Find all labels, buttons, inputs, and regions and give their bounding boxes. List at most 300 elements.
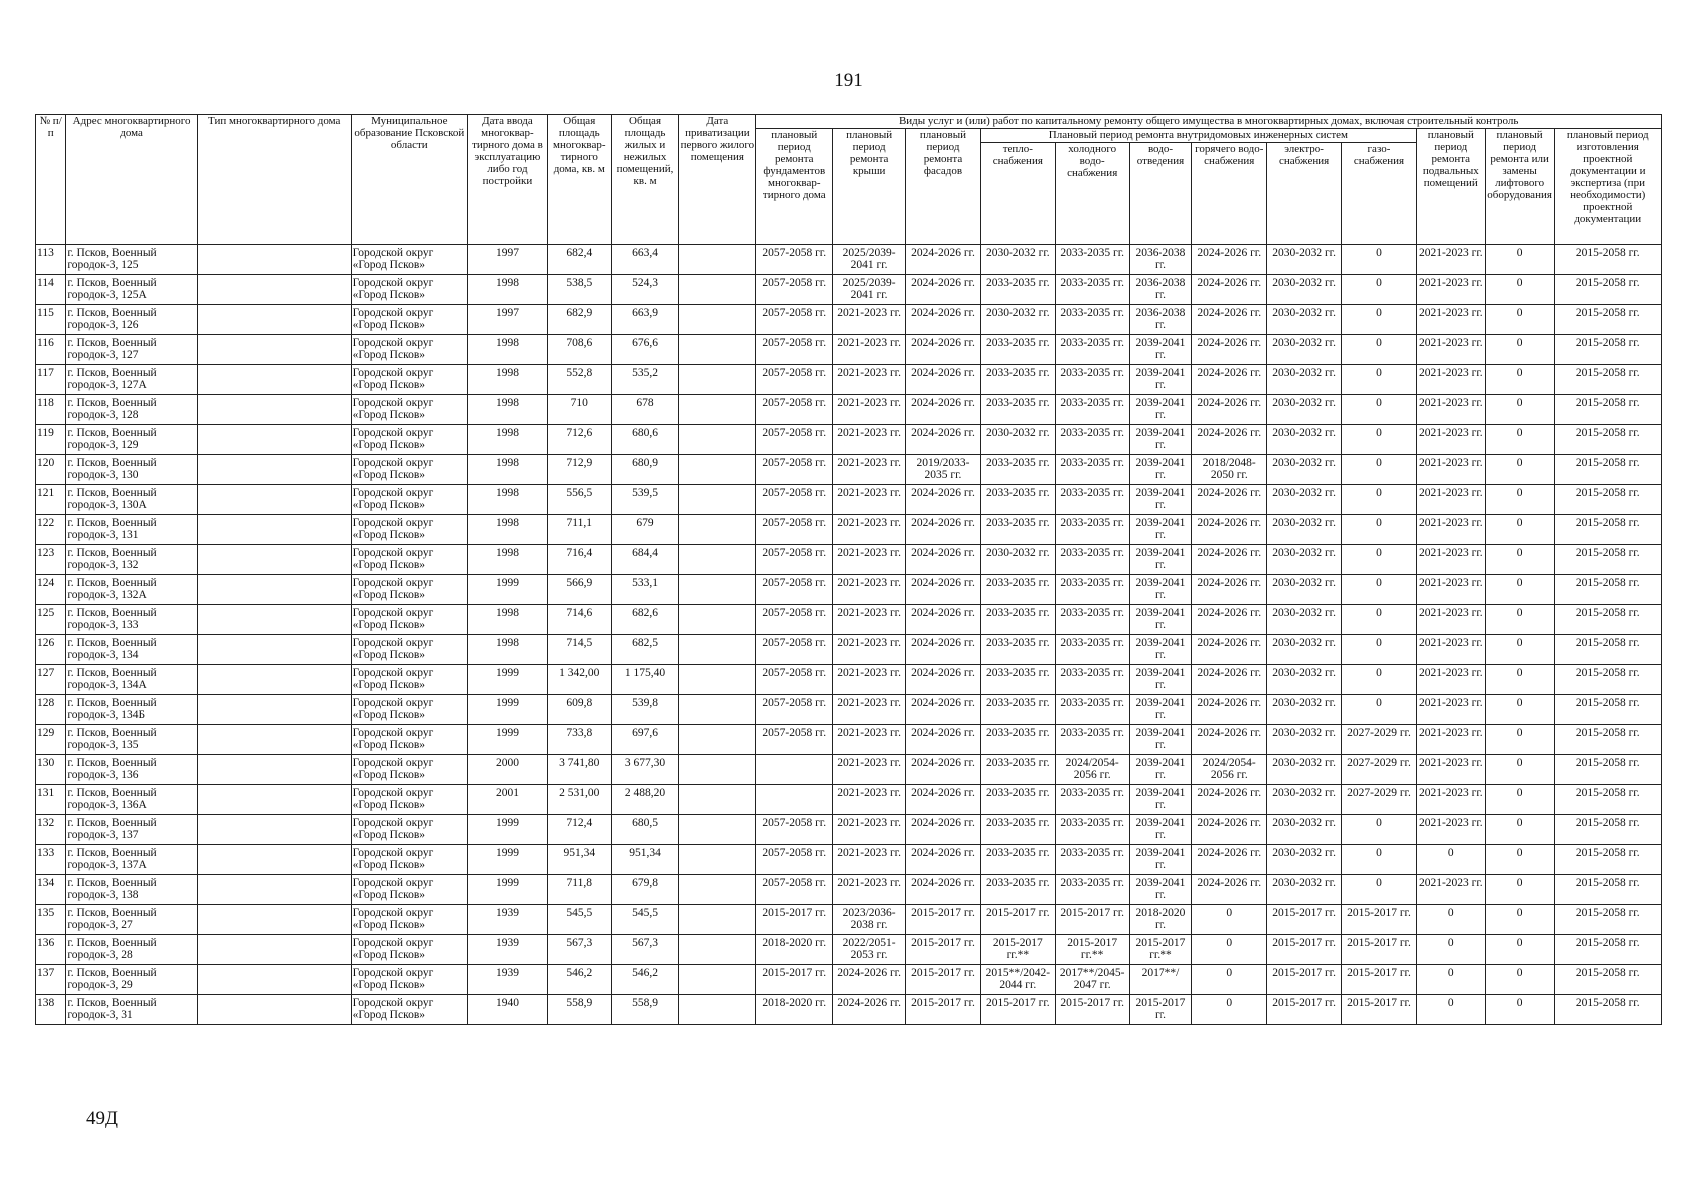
- cell-foundation: 2057-2058 гг.: [756, 605, 833, 635]
- cell-num: 126: [36, 635, 66, 665]
- cell-living-area: 535,2: [611, 365, 679, 395]
- cell-basement: 0: [1416, 935, 1485, 965]
- cell-electric: 2030-2032 гг.: [1267, 515, 1342, 545]
- cell-roof: 2021-2023 гг.: [833, 395, 906, 425]
- cell-cold-water: 2033-2035 гг.: [1055, 275, 1129, 305]
- cell-address: г. Псков, Военный городок-3, 130: [66, 455, 198, 485]
- table-row: [36, 365, 1662, 395]
- cell-drainage: 2039-2041 гг.: [1129, 875, 1192, 905]
- cell-design-docs: 2015-2058 гг.: [1554, 935, 1662, 965]
- cell-privatization: [679, 545, 756, 575]
- header-hot-water: горячего водо-снабжения: [1192, 143, 1267, 245]
- cell-electric: 2030-2032 гг.: [1267, 365, 1342, 395]
- cell-municipality: Городской округ «Город Псков»: [351, 485, 467, 515]
- cell-living-area: 679: [611, 515, 679, 545]
- cell-cold-water: 2024/2054-2056 гг.: [1055, 755, 1129, 785]
- cell-design-docs: 2015-2058 гг.: [1554, 545, 1662, 575]
- cell-facade: 2024-2026 гг.: [906, 275, 981, 305]
- cell-year: 1998: [467, 275, 547, 305]
- cell-cold-water: 2033-2035 гг.: [1055, 605, 1129, 635]
- cell-roof: 2021-2023 гг.: [833, 485, 906, 515]
- cell-hot-water: 2024/2054-2056 гг.: [1192, 755, 1267, 785]
- cell-basement: 2021-2023 гг.: [1416, 575, 1485, 605]
- cell-drainage: 2039-2041 гг.: [1129, 665, 1192, 695]
- cell-municipality: Городской округ «Город Псков»: [351, 245, 467, 275]
- cell-heat: 2030-2032 гг.: [980, 305, 1055, 335]
- cell-facade: 2024-2026 гг.: [906, 425, 981, 455]
- cell-cold-water: 2033-2035 гг.: [1055, 575, 1129, 605]
- cell-privatization: [679, 305, 756, 335]
- cell-basement: 2021-2023 гг.: [1416, 365, 1485, 395]
- cell-type: [197, 995, 351, 1025]
- header-roof: плановый период ремонта крыши: [833, 129, 906, 245]
- cell-basement: 2021-2023 гг.: [1416, 425, 1485, 455]
- cell-living-area: 680,9: [611, 455, 679, 485]
- cell-cold-water: 2033-2035 гг.: [1055, 875, 1129, 905]
- cell-cold-water: 2033-2035 гг.: [1055, 725, 1129, 755]
- cell-electric: 2030-2032 гг.: [1267, 845, 1342, 875]
- cell-total-area: 710: [547, 395, 611, 425]
- cell-basement: 2021-2023 гг.: [1416, 815, 1485, 845]
- cell-design-docs: 2015-2058 гг.: [1554, 605, 1662, 635]
- cell-address: г. Псков, Военный городок-3, 134А: [66, 665, 198, 695]
- cell-basement: 2021-2023 гг.: [1416, 725, 1485, 755]
- cell-address: г. Псков, Военный городок-3, 128: [66, 395, 198, 425]
- cell-year: 1998: [467, 545, 547, 575]
- cell-total-area: 712,6: [547, 425, 611, 455]
- cell-total-area: 714,5: [547, 635, 611, 665]
- cell-facade: 2024-2026 гг.: [906, 665, 981, 695]
- table-row: [36, 635, 1662, 665]
- cell-total-area: 546,2: [547, 965, 611, 995]
- cell-num: 127: [36, 665, 66, 695]
- cell-foundation: 2057-2058 гг.: [756, 875, 833, 905]
- cell-total-area: 566,9: [547, 575, 611, 605]
- cell-heat: 2033-2035 гг.: [980, 635, 1055, 665]
- cell-total-area: 538,5: [547, 275, 611, 305]
- cell-foundation: 2057-2058 гг.: [756, 335, 833, 365]
- cell-cold-water: 2015-2017 гг.**: [1055, 935, 1129, 965]
- cell-municipality: Городской округ «Город Псков»: [351, 695, 467, 725]
- cell-address: г. Псков, Военный городок-3, 125А: [66, 275, 198, 305]
- cell-roof: 2021-2023 гг.: [833, 755, 906, 785]
- cell-cold-water: 2033-2035 гг.: [1055, 425, 1129, 455]
- cell-drainage: 2015-2017 гг.**: [1129, 935, 1192, 965]
- cell-electric: 2030-2032 гг.: [1267, 425, 1342, 455]
- cell-electric: 2030-2032 гг.: [1267, 785, 1342, 815]
- cell-year: 1998: [467, 485, 547, 515]
- cell-privatization: [679, 785, 756, 815]
- cell-living-area: 2 488,20: [611, 785, 679, 815]
- table-row: [36, 815, 1662, 845]
- cell-num: 117: [36, 365, 66, 395]
- cell-electric: 2030-2032 гг.: [1267, 335, 1342, 365]
- cell-foundation: 2015-2017 гг.: [756, 965, 833, 995]
- cell-design-docs: 2015-2058 гг.: [1554, 635, 1662, 665]
- cell-num: 124: [36, 575, 66, 605]
- cell-num: 136: [36, 935, 66, 965]
- cell-basement: 2021-2023 гг.: [1416, 335, 1485, 365]
- table-row: [36, 965, 1662, 995]
- cell-lift: 0: [1485, 905, 1554, 935]
- cell-roof: 2021-2023 гг.: [833, 545, 906, 575]
- cell-municipality: Городской округ «Город Псков»: [351, 845, 467, 875]
- cell-facade: 2024-2026 гг.: [906, 575, 981, 605]
- table-row: [36, 755, 1662, 785]
- cell-type: [197, 425, 351, 455]
- cell-basement: 0: [1416, 965, 1485, 995]
- cell-foundation: 2057-2058 гг.: [756, 545, 833, 575]
- cell-year: 1998: [467, 365, 547, 395]
- cell-hot-water: 2024-2026 гг.: [1192, 395, 1267, 425]
- cell-gas: 0: [1342, 395, 1417, 425]
- table-row: [36, 575, 1662, 605]
- cell-design-docs: 2015-2058 гг.: [1554, 365, 1662, 395]
- cell-heat: 2033-2035 гг.: [980, 875, 1055, 905]
- cell-year: 1997: [467, 245, 547, 275]
- cell-roof: 2021-2023 гг.: [833, 665, 906, 695]
- cell-hot-water: 2018/2048-2050 гг.: [1192, 455, 1267, 485]
- cell-municipality: Городской округ «Город Псков»: [351, 455, 467, 485]
- cell-heat: 2015**/2042-2044 гг.: [980, 965, 1055, 995]
- cell-address: г. Псков, Военный городок-3, 28: [66, 935, 198, 965]
- cell-year: 1998: [467, 515, 547, 545]
- cell-address: г. Псков, Военный городок-3, 134: [66, 635, 198, 665]
- cell-gas: 0: [1342, 245, 1417, 275]
- cell-num: 129: [36, 725, 66, 755]
- cell-heat: 2033-2035 гг.: [980, 665, 1055, 695]
- cell-living-area: 951,34: [611, 845, 679, 875]
- cell-gas: 0: [1342, 335, 1417, 365]
- cell-type: [197, 485, 351, 515]
- cell-total-area: 567,3: [547, 935, 611, 965]
- cell-cold-water: 2015-2017 гг.: [1055, 905, 1129, 935]
- cell-electric: 2015-2017 гг.: [1267, 995, 1342, 1025]
- cell-total-area: 682,9: [547, 305, 611, 335]
- cell-num: 133: [36, 845, 66, 875]
- cell-electric: 2030-2032 гг.: [1267, 395, 1342, 425]
- cell-foundation: 2057-2058 гг.: [756, 365, 833, 395]
- cell-total-area: 3 741,80: [547, 755, 611, 785]
- cell-facade: 2015-2017 гг.: [906, 965, 981, 995]
- cell-living-area: 684,4: [611, 545, 679, 575]
- cell-privatization: [679, 905, 756, 935]
- cell-facade: 2024-2026 гг.: [906, 395, 981, 425]
- cell-lift: 0: [1485, 485, 1554, 515]
- cell-address: г. Псков, Военный городок-3, 134Б: [66, 695, 198, 725]
- cell-drainage: 2036-2038 гг.: [1129, 275, 1192, 305]
- cell-cold-water: 2033-2035 гг.: [1055, 395, 1129, 425]
- cell-type: [197, 275, 351, 305]
- cell-address: г. Псков, Военный городок-3, 29: [66, 965, 198, 995]
- cell-type: [197, 515, 351, 545]
- cell-cold-water: 2033-2035 гг.: [1055, 845, 1129, 875]
- cell-lift: 0: [1485, 785, 1554, 815]
- cell-roof: 2025/2039-2041 гг.: [833, 245, 906, 275]
- cell-design-docs: 2015-2058 гг.: [1554, 245, 1662, 275]
- cell-cold-water: 2033-2035 гг.: [1055, 245, 1129, 275]
- cell-heat: 2033-2035 гг.: [980, 605, 1055, 635]
- cell-foundation: 2057-2058 гг.: [756, 695, 833, 725]
- cell-lift: 0: [1485, 875, 1554, 905]
- cell-facade: 2015-2017 гг.: [906, 995, 981, 1025]
- cell-drainage: 2036-2038 гг.: [1129, 305, 1192, 335]
- cell-drainage: 2036-2038 гг.: [1129, 245, 1192, 275]
- cell-address: г. Псков, Военный городок-3, 132А: [66, 575, 198, 605]
- cell-year: 1999: [467, 575, 547, 605]
- cell-drainage: 2039-2041 гг.: [1129, 335, 1192, 365]
- cell-design-docs: 2015-2058 гг.: [1554, 665, 1662, 695]
- cell-lift: 0: [1485, 245, 1554, 275]
- cell-type: [197, 605, 351, 635]
- cell-type: [197, 245, 351, 275]
- cell-roof: 2021-2023 гг.: [833, 335, 906, 365]
- cell-hot-water: 2024-2026 гг.: [1192, 695, 1267, 725]
- cell-design-docs: 2015-2058 гг.: [1554, 305, 1662, 335]
- cell-year: 1999: [467, 815, 547, 845]
- cell-roof: 2021-2023 гг.: [833, 785, 906, 815]
- header-type: Тип многоквартирного дома: [197, 115, 351, 245]
- cell-electric: 2030-2032 гг.: [1267, 305, 1342, 335]
- cell-drainage: 2039-2041 гг.: [1129, 575, 1192, 605]
- cell-type: [197, 965, 351, 995]
- cell-cold-water: 2033-2035 гг.: [1055, 815, 1129, 845]
- table-row: [36, 335, 1662, 365]
- cell-year: 1999: [467, 845, 547, 875]
- cell-address: г. Псков, Военный городок-3, 129: [66, 425, 198, 455]
- cell-roof: 2021-2023 гг.: [833, 725, 906, 755]
- cell-design-docs: 2015-2058 гг.: [1554, 425, 1662, 455]
- cell-privatization: [679, 575, 756, 605]
- cell-type: [197, 455, 351, 485]
- cell-hot-water: 2024-2026 гг.: [1192, 425, 1267, 455]
- cell-hot-water: 2024-2026 гг.: [1192, 635, 1267, 665]
- cell-year: 1998: [467, 605, 547, 635]
- cell-hot-water: 0: [1192, 905, 1267, 935]
- cell-foundation: [756, 755, 833, 785]
- cell-privatization: [679, 635, 756, 665]
- cell-living-area: 546,2: [611, 965, 679, 995]
- cell-year: 1998: [467, 335, 547, 365]
- cell-foundation: 2057-2058 гг.: [756, 845, 833, 875]
- cell-drainage: 2039-2041 гг.: [1129, 545, 1192, 575]
- cell-design-docs: 2015-2058 гг.: [1554, 905, 1662, 935]
- cell-year: 1998: [467, 395, 547, 425]
- cell-municipality: Городской округ «Город Псков»: [351, 875, 467, 905]
- cell-year: 1999: [467, 665, 547, 695]
- cell-drainage: 2039-2041 гг.: [1129, 695, 1192, 725]
- cell-living-area: 545,5: [611, 905, 679, 935]
- cell-roof: 2024-2026 гг.: [833, 965, 906, 995]
- cell-hot-water: 2024-2026 гг.: [1192, 845, 1267, 875]
- cell-address: г. Псков, Военный городок-3, 135: [66, 725, 198, 755]
- cell-address: г. Псков, Военный городок-3, 136А: [66, 785, 198, 815]
- cell-foundation: 2057-2058 гг.: [756, 665, 833, 695]
- cell-privatization: [679, 875, 756, 905]
- cell-cold-water: 2033-2035 гг.: [1055, 785, 1129, 815]
- cell-basement: 2021-2023 гг.: [1416, 455, 1485, 485]
- cell-drainage: 2039-2041 гг.: [1129, 425, 1192, 455]
- cell-drainage: 2039-2041 гг.: [1129, 725, 1192, 755]
- cell-total-area: 711,1: [547, 515, 611, 545]
- table-row: [36, 305, 1662, 335]
- cell-lift: 0: [1485, 305, 1554, 335]
- cell-municipality: Городской округ «Город Псков»: [351, 425, 467, 455]
- cell-type: [197, 785, 351, 815]
- cell-privatization: [679, 965, 756, 995]
- cell-type: [197, 755, 351, 785]
- cell-num: 119: [36, 425, 66, 455]
- cell-lift: 0: [1485, 275, 1554, 305]
- table-row: [36, 725, 1662, 755]
- table-row: [36, 605, 1662, 635]
- cell-roof: 2021-2023 гг.: [833, 635, 906, 665]
- cell-hot-water: 2024-2026 гг.: [1192, 605, 1267, 635]
- cell-address: г. Псков, Военный городок-3, 127А: [66, 365, 198, 395]
- cell-heat: 2033-2035 гг.: [980, 275, 1055, 305]
- cell-roof: 2025/2039-2041 гг.: [833, 275, 906, 305]
- cell-year: 2000: [467, 755, 547, 785]
- cell-living-area: 3 677,30: [611, 755, 679, 785]
- cell-gas: 2015-2017 гг.: [1342, 965, 1417, 995]
- cell-type: [197, 815, 351, 845]
- header-gas: газо-снабжения: [1342, 143, 1417, 245]
- cell-design-docs: 2015-2058 гг.: [1554, 335, 1662, 365]
- cell-facade: 2024-2026 гг.: [906, 755, 981, 785]
- header-drainage: водо-отведения: [1129, 143, 1192, 245]
- cell-electric: 2030-2032 гг.: [1267, 755, 1342, 785]
- cell-basement: 2021-2023 гг.: [1416, 875, 1485, 905]
- cell-lift: 0: [1485, 665, 1554, 695]
- cell-design-docs: 2015-2058 гг.: [1554, 965, 1662, 995]
- cell-basement: 2021-2023 гг.: [1416, 245, 1485, 275]
- cell-drainage: 2039-2041 гг.: [1129, 515, 1192, 545]
- cell-electric: 2030-2032 гг.: [1267, 485, 1342, 515]
- cell-living-area: 539,8: [611, 695, 679, 725]
- cell-electric: 2030-2032 гг.: [1267, 605, 1342, 635]
- cell-cold-water: 2033-2035 гг.: [1055, 335, 1129, 365]
- cell-municipality: Городской округ «Город Псков»: [351, 275, 467, 305]
- cell-municipality: Городской округ «Город Псков»: [351, 335, 467, 365]
- header-privatization-date: Дата приватизации первого жилого помещения: [679, 115, 756, 245]
- table-row: [36, 905, 1662, 935]
- cell-municipality: Городской округ «Город Псков»: [351, 515, 467, 545]
- cell-num: 128: [36, 695, 66, 725]
- table-row: [36, 455, 1662, 485]
- cell-num: 118: [36, 395, 66, 425]
- cell-gas: 0: [1342, 485, 1417, 515]
- header-engineering-group: Плановый период ремонта внутридомовых инженерных систем: [980, 129, 1416, 143]
- cell-address: г. Псков, Военный городок-3, 31: [66, 995, 198, 1025]
- cell-design-docs: 2015-2058 гг.: [1554, 995, 1662, 1025]
- table-row: [36, 515, 1662, 545]
- cell-lift: 0: [1485, 365, 1554, 395]
- cell-design-docs: 2015-2058 гг.: [1554, 695, 1662, 725]
- cell-living-area: 679,8: [611, 875, 679, 905]
- table-row: [36, 935, 1662, 965]
- cell-address: г. Псков, Военный городок-3, 132: [66, 545, 198, 575]
- table-row: [36, 245, 1662, 275]
- cell-hot-water: 2024-2026 гг.: [1192, 275, 1267, 305]
- cell-heat: 2033-2035 гг.: [980, 845, 1055, 875]
- cell-foundation: 2057-2058 гг.: [756, 575, 833, 605]
- cell-year: 2001: [467, 785, 547, 815]
- cell-design-docs: 2015-2058 гг.: [1554, 785, 1662, 815]
- table-row: [36, 665, 1662, 695]
- cell-address: г. Псков, Военный городок-3, 130А: [66, 485, 198, 515]
- cell-facade: 2024-2026 гг.: [906, 335, 981, 365]
- cell-facade: 2015-2017 гг.: [906, 935, 981, 965]
- cell-heat: 2033-2035 гг.: [980, 455, 1055, 485]
- cell-total-area: 714,6: [547, 605, 611, 635]
- cell-lift: 0: [1485, 545, 1554, 575]
- cell-hot-water: 2024-2026 гг.: [1192, 245, 1267, 275]
- cell-drainage: 2015-2017 гг.: [1129, 995, 1192, 1025]
- cell-year: 1998: [467, 455, 547, 485]
- cell-living-area: 682,5: [611, 635, 679, 665]
- cell-basement: 2021-2023 гг.: [1416, 605, 1485, 635]
- cell-hot-water: 2024-2026 гг.: [1192, 875, 1267, 905]
- cell-electric: 2030-2032 гг.: [1267, 815, 1342, 845]
- cell-living-area: 558,9: [611, 995, 679, 1025]
- cell-municipality: Городской округ «Город Псков»: [351, 305, 467, 335]
- cell-num: 138: [36, 995, 66, 1025]
- cell-roof: 2021-2023 гг.: [833, 455, 906, 485]
- cell-type: [197, 635, 351, 665]
- cell-total-area: 733,8: [547, 725, 611, 755]
- cell-num: 123: [36, 545, 66, 575]
- cell-facade: 2024-2026 гг.: [906, 515, 981, 545]
- cell-heat: 2033-2035 гг.: [980, 725, 1055, 755]
- cell-design-docs: 2015-2058 гг.: [1554, 455, 1662, 485]
- cell-municipality: Городской округ «Город Псков»: [351, 815, 467, 845]
- cell-address: г. Псков, Военный городок-3, 138: [66, 875, 198, 905]
- cell-total-area: 951,34: [547, 845, 611, 875]
- cell-foundation: 2057-2058 гг.: [756, 425, 833, 455]
- cell-design-docs: 2015-2058 гг.: [1554, 485, 1662, 515]
- cell-design-docs: 2015-2058 гг.: [1554, 755, 1662, 785]
- cell-drainage: 2039-2041 гг.: [1129, 635, 1192, 665]
- cell-roof: 2021-2023 гг.: [833, 875, 906, 905]
- cell-heat: 2033-2035 гг.: [980, 515, 1055, 545]
- cell-num: 137: [36, 965, 66, 995]
- cell-cold-water: 2033-2035 гг.: [1055, 365, 1129, 395]
- cell-lift: 0: [1485, 935, 1554, 965]
- cell-drainage: 2017**/: [1129, 965, 1192, 995]
- cell-address: г. Псков, Военный городок-3, 126: [66, 305, 198, 335]
- table-row: [36, 275, 1662, 305]
- cell-lift: 0: [1485, 515, 1554, 545]
- cell-municipality: Городской округ «Город Псков»: [351, 935, 467, 965]
- cell-roof: 2022/2051-2053 гг.: [833, 935, 906, 965]
- cell-lift: 0: [1485, 965, 1554, 995]
- cell-living-area: 539,5: [611, 485, 679, 515]
- cell-total-area: 1 342,00: [547, 665, 611, 695]
- cell-total-area: 711,8: [547, 875, 611, 905]
- cell-type: [197, 395, 351, 425]
- cell-facade: 2024-2026 гг.: [906, 845, 981, 875]
- cell-heat: 2015-2017 гг.**: [980, 935, 1055, 965]
- cell-total-area: 712,4: [547, 815, 611, 845]
- cell-num: 125: [36, 605, 66, 635]
- footer-code: 49Д: [86, 1108, 118, 1129]
- cell-electric: 2030-2032 гг.: [1267, 695, 1342, 725]
- cell-living-area: 567,3: [611, 935, 679, 965]
- cell-living-area: 680,5: [611, 815, 679, 845]
- cell-cold-water: 2033-2035 гг.: [1055, 545, 1129, 575]
- cell-drainage: 2039-2041 гг.: [1129, 605, 1192, 635]
- cell-heat: 2015-2017 гг.: [980, 995, 1055, 1025]
